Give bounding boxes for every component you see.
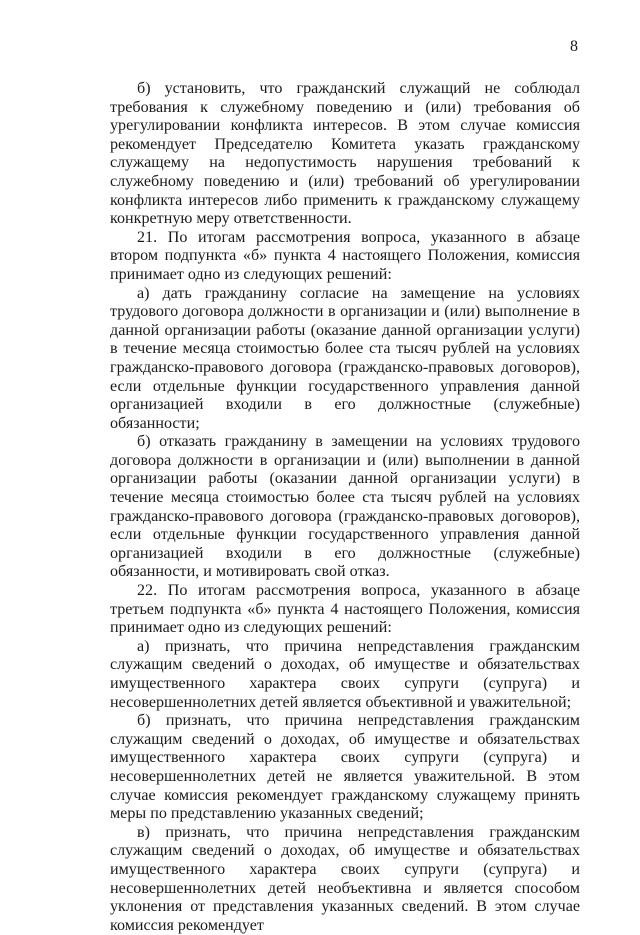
paragraph-21b: б) отказать гражданину в замещении на условиях трудового договора должности в организации и (или) выполнении в данной организации работы (оказании данной организации услуги) в течение месяца стоимостью более ста тысяч рублей на условиях гражданско-правового договора (гражданско-правовых договоров), если отдельные функции государственного управления данной организацией входили в его должностные (служебные) обязанности, и мотивировать свой отказ. (110, 433, 580, 581)
paragraph-22c: в) признать, что причина непредставления гражданским служащим сведений о доходах, об имуществе и обязательствах имущественного характера своих супруги (супруга) и несовершеннолетних детей необъективна и является способом уклонения от представления указанных сведений. В этом случае комиссия рекомендует (110, 823, 580, 934)
page-number: 8 (570, 38, 578, 55)
paragraph-22b: б) признать, что причина непредставления гражданским служащим сведений о доходах, об имуществе и обязательствах имущественного характера своих супруги (супруга) и несовершеннолетних детей не является уважительной. В этом случае комиссия рекомендует гражданскому служащему принять меры по представлению указанных сведений; (110, 712, 580, 823)
document-text (110, 80, 580, 935)
paragraph-22a: а) признать, что причина непредставления гражданским служащим сведений о доходах, об имуществе и обязательствах имущественного характера своих супруги (супруга) и несовершеннолетних детей является объективной и уважительной; (110, 637, 580, 711)
paragraph-21-intro: 21. По итогам рассмотрения вопроса, указанного в абзаце втором подпункта «б» пункта 4 настоящего Положения, комиссия принимает одно из следующих решений: (110, 228, 580, 283)
paragraph-21a: а) дать гражданину согласие на замещение на условиях трудового договора должности в организации и (или) выполнение в данной организации работы (оказание данной организации услуги) в течение месяца стоимостью более ста тысяч рублей на условиях гражданско-правового договора (гражданско-правовых договоров), если отдельные функции государственного управления данной организацией входили в его должностные (служебные) обязанности; (110, 284, 580, 432)
paragraph-22-intro: 22. По итогам рассмотрения вопроса, указанного в абзаце третьем подпункта «б» пункта 4 настоящего Положения, комиссия принимает одно из следующих решений: (110, 582, 580, 637)
paragraph-1b-conclusion: б) установить, что гражданский служащий не соблюдал требования к служебному поведению и (или) требования об урегулировании конфликта интересов. В этом случае комиссия рекомендует Председателю Комитета указать гражданскому служащему на недопустимость нарушения требований к служебному поведению и (или) требований об урегулировании конфликта интересов либо применить к гражданскому служащему конкретную меру ответственности. (110, 80, 580, 228)
